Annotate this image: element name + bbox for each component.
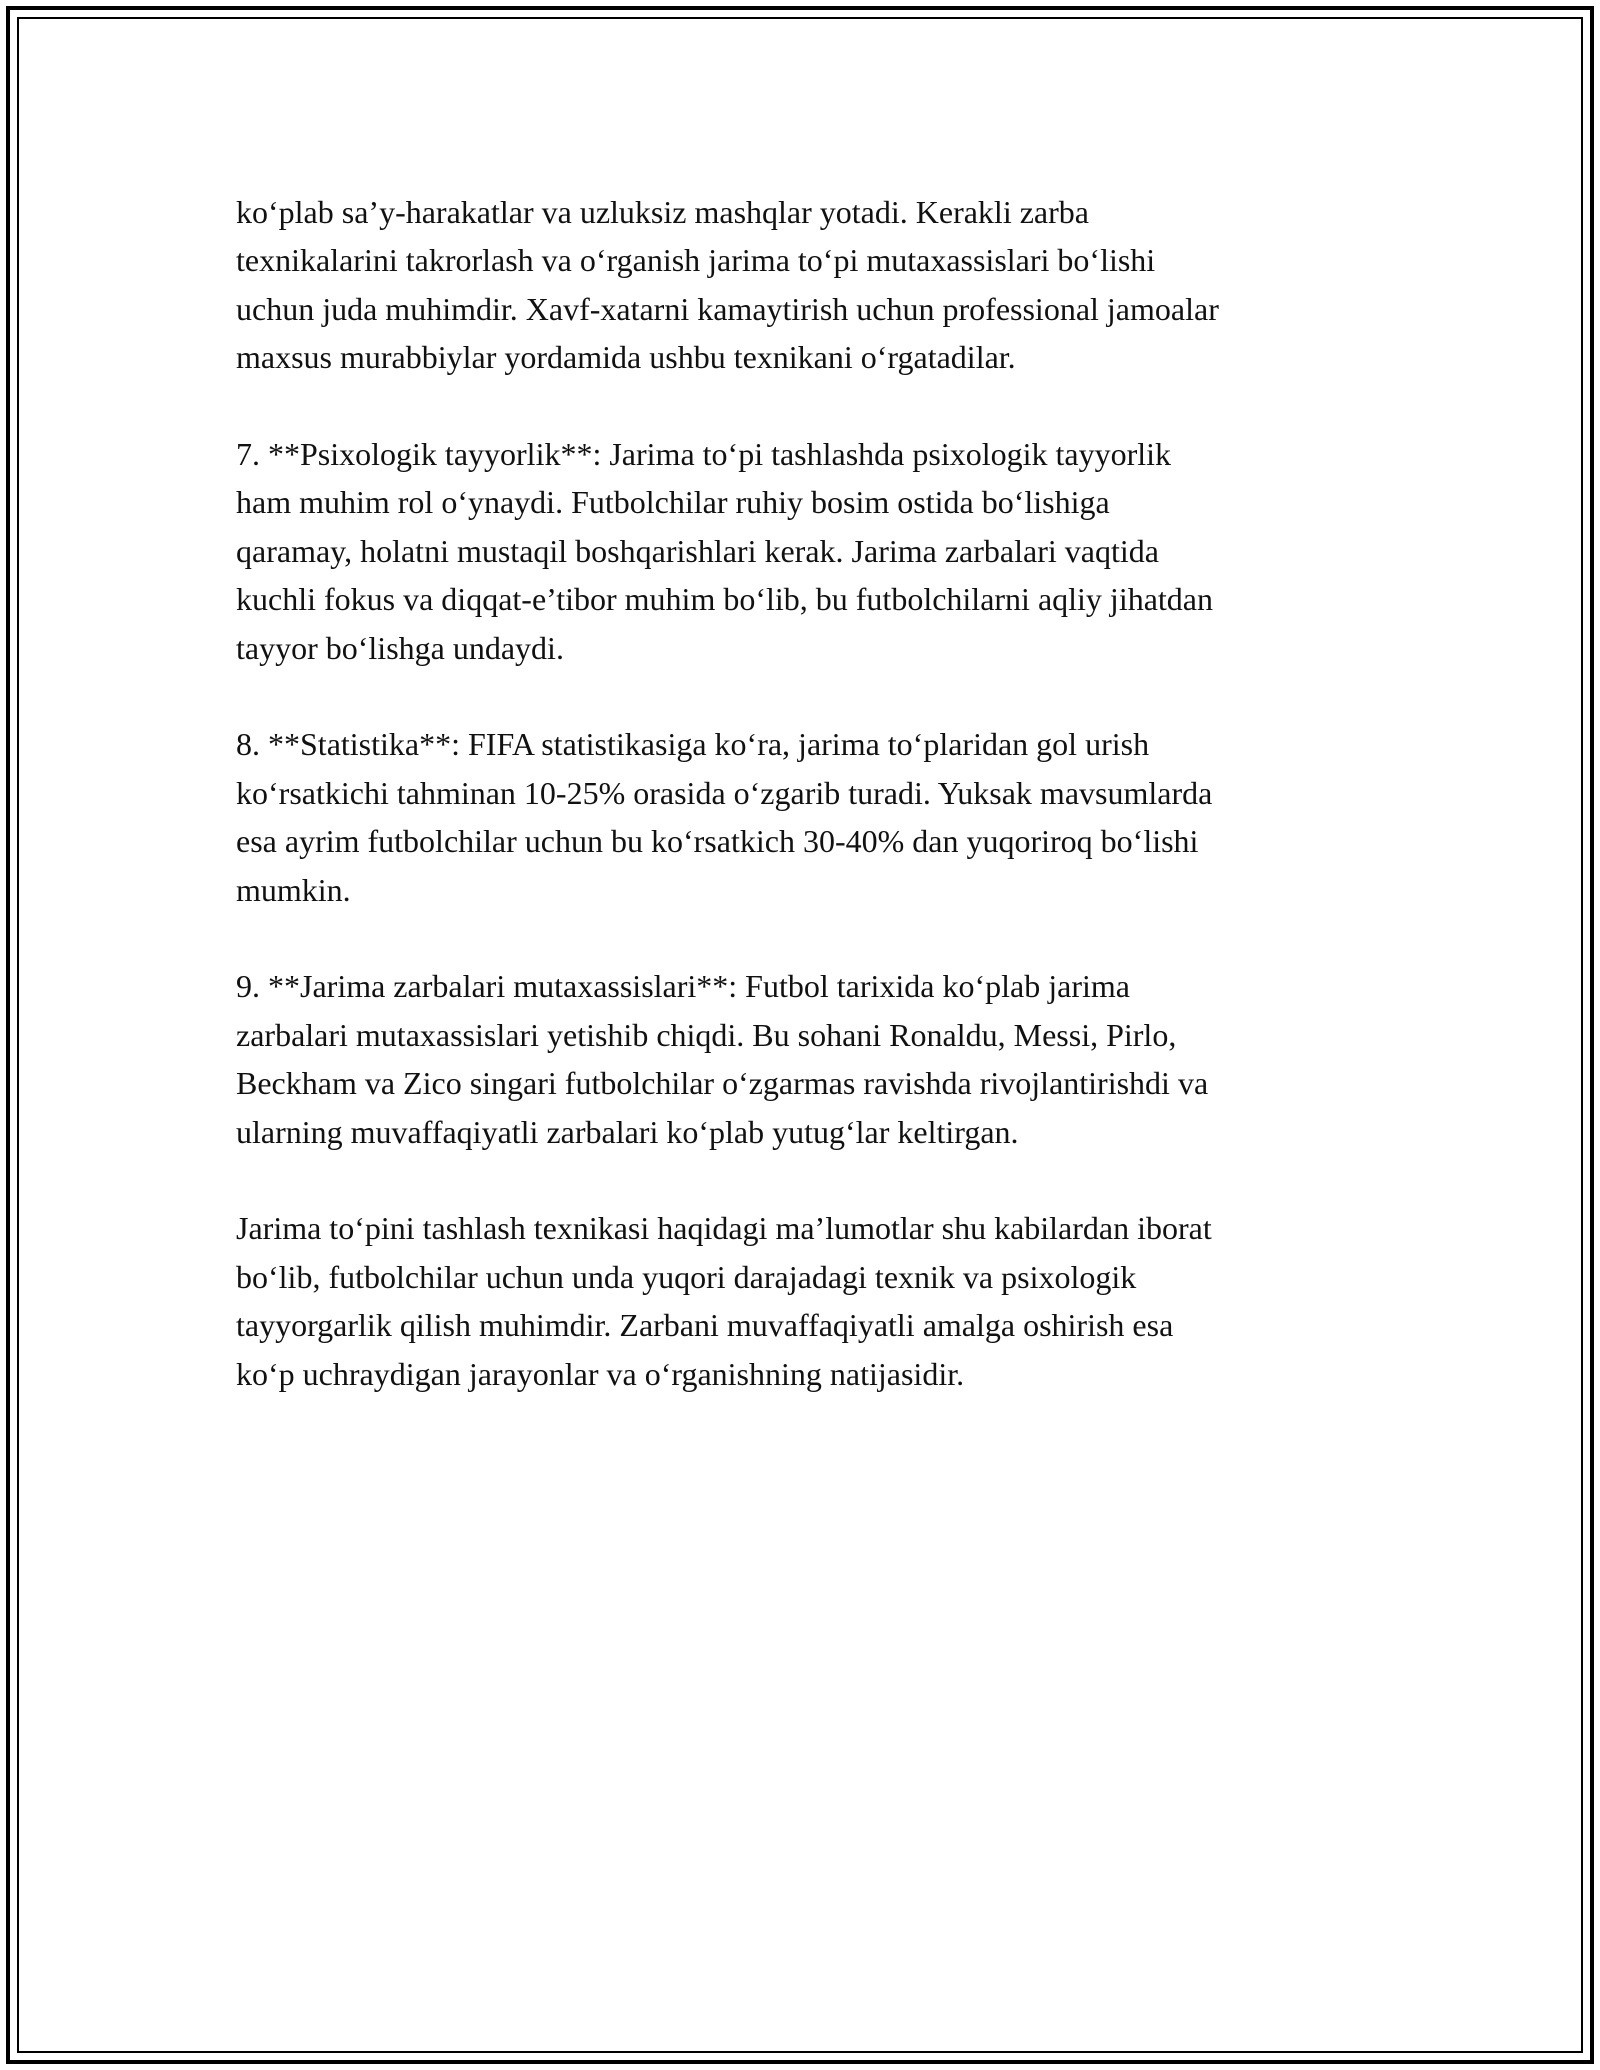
paragraph-free-kick-specialists: 9. **Jarima zarbalari mutaxassislari**: Futbol tarixida ko‘plab jarima zarbalari mutaxassislari yetishib chiqdi. Bu sohani Ronaldu, Messi, Pirlo, Beckham va Zico singari futbolchilar o‘zgarmas ravishda rivojlantirishdi va ularning muvaffaqiyatli zarbalari ko‘plab yutug‘lar keltirgan. <box>236 968 1209 1150</box>
paragraph-training: ko‘plab sa’y-harakatlar va uzluksiz mashqlar yotadi. Kerakli zarba texnikalarini takrorlash va o‘rganish jarima to‘pi mutaxassislari bo‘lishi uchun juda muhimdir. Xavf-xatarni kamaytirish uchun professional jamoalar maxsus murabbiylar yordamida ushbu texnikani o‘rgatadilar. <box>236 194 1219 376</box>
paragraph-statistics: 8. **Statistika**: FIFA statistikasiga ko‘ra, jarima to‘plaridan gol urish ko‘rsatkichi tahminan 10-25% orasida o‘zgarib turadi. Yuksak mavsumlarda esa ayrim futbolchilar uchun bu ko‘rsatkich 30-40% dan yuqoriroq bo‘lishi mumkin. <box>236 726 1213 908</box>
document-body <box>236 188 1376 1446</box>
paragraph-psychological-readiness: 7. **Psixologik tayyorlik**: Jarima to‘pi tashlashda psixologik tayyorlik ham muhim rol o‘ynaydi. Futbolchilar ruhiy bosim ostida bo‘lishiga qaramay, holatni mustaqil boshqarishlari kerak. Jarima zarbalari vaqtida kuchli fokus va diqqat-e’tibor muhim bo‘lib, bu futbolchilarni aqliy jihatdan tayyor bo‘lishga undaydi. <box>236 436 1213 666</box>
paragraph-conclusion: Jarima to‘pini tashlash texnikasi haqidagi ma’lumotlar shu kabilardan iborat bo‘lib, futbolchilar uchun unda yuqori darajadagi texnik va psixologik tayyorgarlik qilish muhimdir. Zarbani muvaffaqiyatli amalga oshirish esa ko‘p uchraydigan jarayonlar va o‘rganishning natijasidir. <box>236 1210 1212 1392</box>
